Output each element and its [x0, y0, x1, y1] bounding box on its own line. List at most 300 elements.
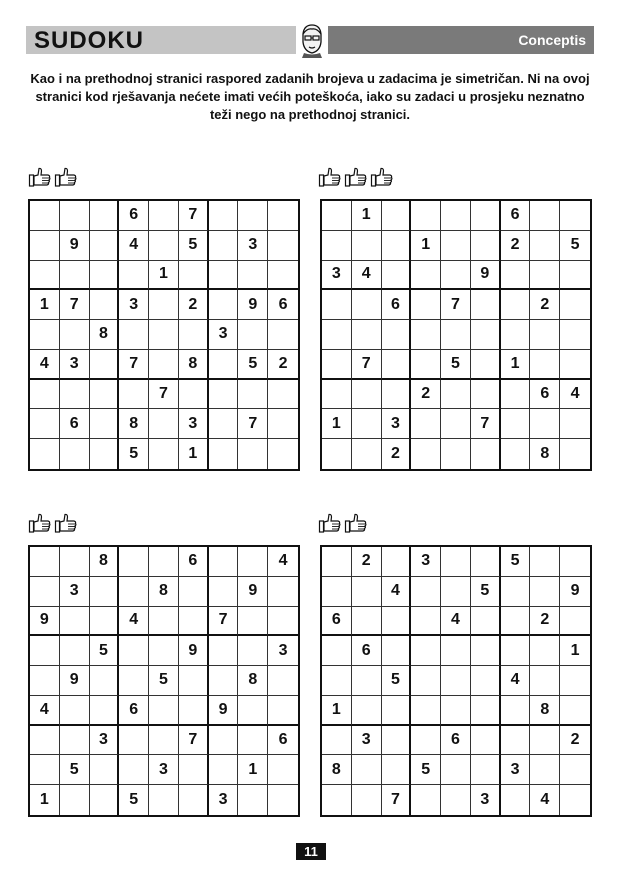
- sudoku-cell: 3: [411, 547, 441, 577]
- sudoku-cell: [352, 577, 382, 607]
- thumbs-up-icon: [370, 166, 394, 188]
- sudoku-cell: 4: [352, 261, 382, 291]
- sudoku-cell: 5: [60, 755, 90, 785]
- sudoku-cell: [441, 547, 471, 577]
- sudoku-cell: [560, 666, 590, 696]
- sudoku-cell: 1: [238, 755, 268, 785]
- sudoku-cell: [352, 380, 382, 410]
- sudoku-cell: [441, 201, 471, 231]
- sudoku-cell: 6: [382, 290, 412, 320]
- sudoku-cell: [119, 577, 149, 607]
- intro-text: Kao i na prethodnoj stranici raspored zadanih brojeva u zadacima je simetričan. Ni na ovoj stranici kod rješavanja nećete imati većih poteškoća, iako su zadaci u prosjeku neznatno teži nego na prethodnoj stranici.: [30, 71, 590, 122]
- sudoku-cell: [382, 261, 412, 291]
- sudoku-cell: [179, 380, 209, 410]
- sudoku-cell: [90, 607, 120, 637]
- sudoku-cell: [501, 785, 531, 815]
- sudoku-cell: [238, 607, 268, 637]
- sudoku-cell: 6: [268, 726, 298, 756]
- sudoku-cell: 3: [60, 577, 90, 607]
- sudoku-cell: [382, 231, 412, 261]
- sudoku-cell: 5: [149, 666, 179, 696]
- sudoku-cell: [209, 409, 239, 439]
- sudoku-cell: [149, 607, 179, 637]
- sudoku-cell: [149, 201, 179, 231]
- sudoku-cell: [322, 547, 352, 577]
- sudoku-cell: 6: [530, 380, 560, 410]
- sudoku-cell: 3: [238, 231, 268, 261]
- thumbs-up-icon: [318, 166, 342, 188]
- sudoku-cell: 8: [322, 755, 352, 785]
- sudoku-cell: [209, 231, 239, 261]
- sudoku-cell: 6: [322, 607, 352, 637]
- sudoku-cell: 1: [501, 350, 531, 380]
- sudoku-cell: 6: [352, 636, 382, 666]
- difficulty-rating: [28, 166, 78, 188]
- sudoku-cell: [441, 696, 471, 726]
- sudoku-cell: [60, 547, 90, 577]
- sudoku-cell: [30, 636, 60, 666]
- sudoku-cell: [441, 380, 471, 410]
- sudoku-cell: 8: [238, 666, 268, 696]
- sudoku-cell: [60, 439, 90, 469]
- sudoku-cell: 4: [501, 666, 531, 696]
- sudoku-cell: 4: [530, 785, 560, 815]
- sudoku-cell: [352, 696, 382, 726]
- sudoku-cell: [382, 696, 412, 726]
- sudoku-cell: [382, 320, 412, 350]
- sudoku-cell: 2: [560, 726, 590, 756]
- sudoku-cell: [530, 409, 560, 439]
- sudoku-cell: 7: [149, 380, 179, 410]
- sudoku-cell: [30, 439, 60, 469]
- sudoku-cell: [352, 290, 382, 320]
- sudoku-cell: [471, 231, 501, 261]
- sudoku-cell: 1: [30, 290, 60, 320]
- sudoku-cell: [322, 439, 352, 469]
- sudoku-cell: [501, 380, 531, 410]
- sudoku-cell: 7: [352, 350, 382, 380]
- sudoku-cell: [119, 261, 149, 291]
- sudoku-cell: 3: [209, 785, 239, 815]
- sudoku-cell: 8: [530, 439, 560, 469]
- sudoku-cell: [179, 320, 209, 350]
- sudoku-cell: [268, 439, 298, 469]
- sudoku-cell: [352, 785, 382, 815]
- sudoku-cell: [352, 439, 382, 469]
- sudoku-cell: [411, 201, 441, 231]
- sudoku-cell: 5: [560, 231, 590, 261]
- header-brand-bar: [328, 26, 594, 54]
- sudoku-cell: [268, 696, 298, 726]
- sudoku-cell: [411, 726, 441, 756]
- sudoku-cell: [60, 785, 90, 815]
- sudoku-cell: 9: [60, 231, 90, 261]
- sudoku-cell: 4: [382, 577, 412, 607]
- sudoku-cell: 7: [238, 409, 268, 439]
- sudoku-cell: [209, 261, 239, 291]
- sudoku-cell: [352, 607, 382, 637]
- sudoku-cell: [60, 261, 90, 291]
- thumbs-up-icon: [54, 166, 78, 188]
- sudoku-cell: [30, 666, 60, 696]
- thumbs-up-icon: [28, 166, 52, 188]
- sudoku-cell: [268, 409, 298, 439]
- sudoku-cell: [352, 409, 382, 439]
- sudoku-cell: [560, 290, 590, 320]
- sudoku-cell: [268, 607, 298, 637]
- sudoku-cell: [411, 320, 441, 350]
- sudoku-grid: [28, 545, 300, 817]
- sudoku-cell: 5: [471, 577, 501, 607]
- sudoku-cell: 6: [501, 201, 531, 231]
- sudoku-cell: 6: [119, 201, 149, 231]
- sudoku-cell: [471, 380, 501, 410]
- sudoku-cell: [149, 785, 179, 815]
- sudoku-cell: [322, 726, 352, 756]
- sudoku-cell: 5: [411, 755, 441, 785]
- sudoku-cell: 6: [179, 547, 209, 577]
- sudoku-cell: [149, 439, 179, 469]
- sudoku-cell: 1: [179, 439, 209, 469]
- sudoku-cell: [501, 409, 531, 439]
- sudoku-cell: [268, 380, 298, 410]
- sudoku-cell: [30, 380, 60, 410]
- sudoku-cell: [90, 261, 120, 291]
- sudoku-cell: [30, 755, 60, 785]
- sudoku-cell: [238, 261, 268, 291]
- sudoku-cell: [238, 726, 268, 756]
- sudoku-cell: 7: [179, 201, 209, 231]
- sudoku-cell: 1: [560, 636, 590, 666]
- difficulty-rating: [28, 512, 78, 534]
- sudoku-cell: [322, 350, 352, 380]
- sudoku-cell: [501, 577, 531, 607]
- sudoku-cell: 4: [441, 607, 471, 637]
- sudoku-cell: [501, 439, 531, 469]
- sudoku-cell: 2: [530, 607, 560, 637]
- sudoku-grid: [28, 199, 300, 471]
- sudoku-cell: [90, 409, 120, 439]
- sudoku-cell: [238, 320, 268, 350]
- page-number: 11: [296, 843, 326, 860]
- sudoku-cell: [119, 636, 149, 666]
- sudoku-cell: [530, 755, 560, 785]
- sudoku-cell: [90, 785, 120, 815]
- sudoku-cell: 8: [179, 350, 209, 380]
- sudoku-cell: [119, 726, 149, 756]
- sudoku-grid: [320, 545, 592, 817]
- sudoku-cell: [322, 231, 352, 261]
- sudoku-cell: 3: [268, 636, 298, 666]
- sudoku-cell: 2: [501, 231, 531, 261]
- difficulty-rating: [318, 166, 394, 188]
- sudoku-cell: [119, 547, 149, 577]
- sudoku-cell: [471, 696, 501, 726]
- sudoku-cell: [471, 201, 501, 231]
- sudoku-cell: 9: [238, 577, 268, 607]
- sudoku-cell: 1: [322, 409, 352, 439]
- sudoku-cell: [530, 577, 560, 607]
- sudoku-cell: [560, 696, 590, 726]
- sudoku-cell: [441, 577, 471, 607]
- sudoku-cell: 4: [30, 696, 60, 726]
- sudoku-cell: [501, 290, 531, 320]
- sudoku-cell: [30, 201, 60, 231]
- sudoku-cell: [209, 290, 239, 320]
- sudoku-cell: [268, 666, 298, 696]
- sudoku-cell: [471, 607, 501, 637]
- sudoku-cell: [530, 547, 560, 577]
- header-title-bar: [26, 26, 296, 54]
- thumbs-up-icon: [344, 512, 368, 534]
- sudoku-grid: [320, 199, 592, 471]
- sudoku-cell: [382, 726, 412, 756]
- sudoku-cell: [238, 201, 268, 231]
- sudoku-cell: [530, 636, 560, 666]
- sudoku-cell: [209, 547, 239, 577]
- sudoku-cell: [501, 636, 531, 666]
- sudoku-cell: [209, 201, 239, 231]
- sudoku-cell: [119, 380, 149, 410]
- sudoku-cell: [179, 607, 209, 637]
- sudoku-cell: [90, 439, 120, 469]
- sudoku-cell: [411, 666, 441, 696]
- sudoku-cell: 5: [119, 785, 149, 815]
- sudoku-cell: 3: [179, 409, 209, 439]
- sudoku-cell: [60, 607, 90, 637]
- thumbs-up-icon: [318, 512, 342, 534]
- sudoku-cell: [411, 409, 441, 439]
- sudoku-cell: [238, 439, 268, 469]
- sudoku-cell: [352, 231, 382, 261]
- sudoku-cell: 7: [119, 350, 149, 380]
- sudoku-cell: [530, 350, 560, 380]
- sudoku-cell: [382, 636, 412, 666]
- sudoku-cell: [471, 439, 501, 469]
- sudoku-cell: [441, 320, 471, 350]
- sudoku-cell: 9: [471, 261, 501, 291]
- sudoku-cell: 1: [30, 785, 60, 815]
- sudoku-cell: 2: [530, 290, 560, 320]
- sudoku-cell: 9: [30, 607, 60, 637]
- sudoku-cell: [530, 726, 560, 756]
- sudoku-cell: 5: [119, 439, 149, 469]
- sudoku-cell: [411, 785, 441, 815]
- sudoku-cell: [90, 577, 120, 607]
- sudoku-cell: 1: [149, 261, 179, 291]
- sudoku-cell: 7: [441, 290, 471, 320]
- sudoku-cell: [382, 201, 412, 231]
- sudoku-cell: [560, 409, 590, 439]
- sudoku-cell: [471, 350, 501, 380]
- sudoku-cell: 3: [501, 755, 531, 785]
- sudoku-cell: 9: [179, 636, 209, 666]
- sudoku-cell: 1: [352, 201, 382, 231]
- sudoku-cell: [268, 261, 298, 291]
- sudoku-cell: 3: [471, 785, 501, 815]
- sudoku-cell: [238, 785, 268, 815]
- sudoku-cell: 3: [352, 726, 382, 756]
- sudoku-cell: [60, 636, 90, 666]
- sudoku-cell: [441, 231, 471, 261]
- sudoku-cell: [441, 785, 471, 815]
- sudoku-cell: 5: [238, 350, 268, 380]
- sudoku-cell: [179, 755, 209, 785]
- sudoku-cell: [530, 261, 560, 291]
- sudoku-cell: [268, 320, 298, 350]
- sudoku-cell: [90, 201, 120, 231]
- sudoku-cell: [382, 607, 412, 637]
- sudoku-cell: [179, 261, 209, 291]
- sudoku-cell: [268, 577, 298, 607]
- sudoku-cell: 9: [560, 577, 590, 607]
- sudoku-cell: 4: [30, 350, 60, 380]
- sudoku-cell: [411, 439, 441, 469]
- sudoku-cell: 2: [411, 380, 441, 410]
- sudoku-cell: [30, 320, 60, 350]
- sudoku-cell: [322, 577, 352, 607]
- sudoku-cell: 4: [119, 607, 149, 637]
- sudoku-cell: [90, 350, 120, 380]
- sudoku-cell: [560, 607, 590, 637]
- sudoku-cell: 6: [119, 696, 149, 726]
- brand-name: Conceptis: [518, 32, 586, 48]
- sudoku-cell: 5: [382, 666, 412, 696]
- sudoku-cell: [60, 201, 90, 231]
- sudoku-cell: 3: [382, 409, 412, 439]
- sudoku-cell: [501, 607, 531, 637]
- sudoku-cell: [382, 755, 412, 785]
- sudoku-cell: 5: [90, 636, 120, 666]
- sudoku-cell: 2: [268, 350, 298, 380]
- thumbs-up-icon: [54, 512, 78, 534]
- sudoku-cell: 3: [60, 350, 90, 380]
- sudoku-cell: 8: [90, 320, 120, 350]
- sudoku-cell: 1: [411, 231, 441, 261]
- sudoku-cell: 7: [471, 409, 501, 439]
- sudoku-cell: [30, 231, 60, 261]
- sudoku-cell: 4: [560, 380, 590, 410]
- sudoku-cell: [441, 409, 471, 439]
- page-title: SUDOKU: [34, 27, 145, 54]
- sudoku-cell: [471, 726, 501, 756]
- sudoku-cell: [209, 380, 239, 410]
- sudoku-cell: [60, 320, 90, 350]
- sudoku-cell: [179, 785, 209, 815]
- sudoku-cell: 6: [268, 290, 298, 320]
- sudoku-cell: [179, 577, 209, 607]
- sudoku-cell: 6: [60, 409, 90, 439]
- sudoku-cell: [238, 547, 268, 577]
- sudoku-cell: [119, 666, 149, 696]
- sudoku-cell: [322, 636, 352, 666]
- sudoku-cell: [411, 577, 441, 607]
- sudoku-cell: [90, 755, 120, 785]
- difficulty-rating: [318, 512, 368, 534]
- sudoku-cell: 9: [60, 666, 90, 696]
- sudoku-cell: [209, 666, 239, 696]
- sudoku-cell: [322, 666, 352, 696]
- sudoku-cell: [90, 290, 120, 320]
- sudoku-cell: [268, 755, 298, 785]
- sudoku-cell: [501, 320, 531, 350]
- sudoku-cell: [322, 201, 352, 231]
- sudoku-cell: [209, 439, 239, 469]
- sudoku-cell: 9: [238, 290, 268, 320]
- sudoku-cell: [382, 380, 412, 410]
- sudoku-cell: [30, 261, 60, 291]
- author-portrait-icon: [298, 22, 326, 58]
- sudoku-cell: [560, 547, 590, 577]
- sudoku-cell: [501, 261, 531, 291]
- sudoku-cell: [382, 350, 412, 380]
- sudoku-cell: [149, 726, 179, 756]
- thumbs-up-icon: [344, 166, 368, 188]
- sudoku-cell: 3: [90, 726, 120, 756]
- sudoku-cell: [322, 785, 352, 815]
- sudoku-cell: [560, 320, 590, 350]
- sudoku-cell: [149, 320, 179, 350]
- sudoku-cell: [90, 666, 120, 696]
- sudoku-cell: [411, 696, 441, 726]
- sudoku-cell: [352, 320, 382, 350]
- sudoku-cell: [352, 755, 382, 785]
- sudoku-cell: [322, 320, 352, 350]
- sudoku-cell: [238, 380, 268, 410]
- sudoku-cell: [441, 636, 471, 666]
- sudoku-cell: 7: [382, 785, 412, 815]
- sudoku-cell: [149, 696, 179, 726]
- sudoku-cell: [411, 636, 441, 666]
- sudoku-cell: [560, 439, 590, 469]
- sudoku-cell: [268, 785, 298, 815]
- sudoku-cell: [60, 696, 90, 726]
- sudoku-cell: 7: [179, 726, 209, 756]
- sudoku-cell: 2: [382, 439, 412, 469]
- sudoku-cell: [30, 547, 60, 577]
- sudoku-cell: [149, 290, 179, 320]
- sudoku-cell: [322, 380, 352, 410]
- sudoku-cell: 7: [60, 290, 90, 320]
- sudoku-cell: [90, 380, 120, 410]
- sudoku-cell: [30, 726, 60, 756]
- sudoku-cell: [119, 755, 149, 785]
- sudoku-cell: [471, 636, 501, 666]
- sudoku-cell: [149, 350, 179, 380]
- sudoku-cell: 5: [179, 231, 209, 261]
- sudoku-cell: 8: [119, 409, 149, 439]
- sudoku-cell: 1: [322, 696, 352, 726]
- sudoku-cell: [471, 666, 501, 696]
- sudoku-cell: [60, 380, 90, 410]
- sudoku-cell: [268, 231, 298, 261]
- sudoku-cell: [322, 290, 352, 320]
- sudoku-cell: 3: [322, 261, 352, 291]
- sudoku-cell: [560, 350, 590, 380]
- sudoku-cell: [209, 636, 239, 666]
- sudoku-cell: 5: [501, 547, 531, 577]
- sudoku-cell: [90, 696, 120, 726]
- sudoku-cell: [149, 547, 179, 577]
- sudoku-cell: [411, 261, 441, 291]
- sudoku-cell: 7: [209, 607, 239, 637]
- sudoku-cell: [209, 755, 239, 785]
- sudoku-cell: 8: [90, 547, 120, 577]
- sudoku-cell: 2: [352, 547, 382, 577]
- sudoku-cell: 4: [119, 231, 149, 261]
- sudoku-cell: [441, 261, 471, 291]
- sudoku-cell: [119, 320, 149, 350]
